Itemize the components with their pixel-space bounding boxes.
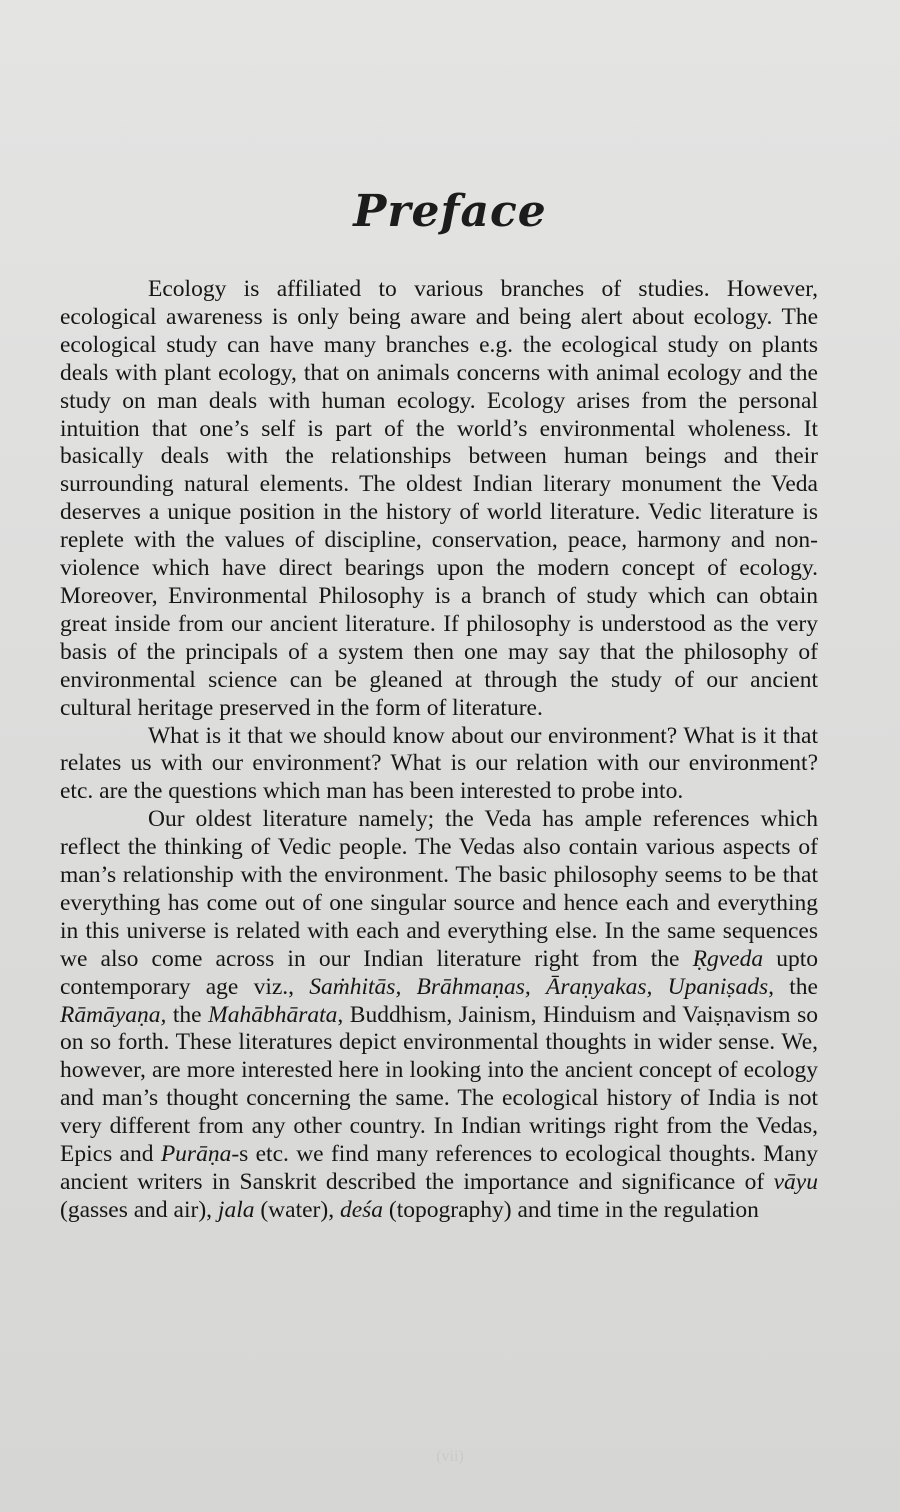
paragraph (60, 276, 818, 723)
paragraph (60, 723, 818, 807)
italic-term: deśa (339, 1196, 384, 1223)
preface-body (60, 276, 818, 1225)
text-segment: the (774, 973, 818, 1000)
text-segment: the (166, 1001, 209, 1028)
page-title: Preface (353, 186, 547, 237)
italic-term: Saṁhitās, Brāhmaṇas, Āraṇyakas, Upaniṣads, (309, 973, 775, 1000)
paragraph (60, 806, 818, 1225)
italic-term: Rāmāyaṇa, (60, 1001, 167, 1028)
page-number: (vii) (436, 1448, 464, 1465)
text-segment: (water), (254, 1196, 340, 1223)
text-segment: upto contemporary age viz., (60, 945, 818, 1000)
text-segment: (topography) and time in the regulation (383, 1196, 759, 1223)
text-segment: -s etc. we find many references to ecological thoughts. Many ancient writers in Sanskrit described the importance and significance of (60, 1141, 819, 1195)
italic-term: Purāṇa (160, 1141, 232, 1168)
text-segment: , Buddhism, Jainism, Hinduism and Vaiṣṇavism so on so forth. These literatures depict environmental thoughts in wider sense. We, however, are more interested here in looking into the ancient concept of ecology and man’s thought concerning the same. The ecological history of India is not very different from any other country. In Indian writings right from the Vedas, Epics and (60, 1001, 818, 1168)
italic-term: Ṛgveda (692, 945, 764, 972)
italic-term: vāyu (773, 1169, 818, 1195)
text-segment: (gasses and air), (60, 1196, 218, 1223)
italic-term: jala (217, 1196, 255, 1223)
text-segment: What is it that we should know about our environment? What is it that relates us with our environment? What is our relation with our environment? etc. are the questions which man has been interested to probe into. (60, 722, 818, 805)
text-segment: Ecology is affiliated to various branches of studies. However, ecological awareness is only being aware and being alert about ecology. The ecological study can have many branches e.g. the ecological study on plants deals with plant ecology, that on animals concerns with animal ecology and the study on man deals with human ecology. Ecology arises from the personal intuition that one’s self is part of the world’s environmental wholeness. It basically deals with the relationships between human beings and their surrounding natural elements. The oldest Indian literary monument the Veda deserves a unique position in the history of world literature. Vedic literature is replete with the values of discipline, conservation, peace, harmony and non-violence which have direct bearings upon the modern concept of ecology. Moreover, Environmental Philosophy is a branch of study which can obtain great inside from our ancient literature. If philosophy is understood as the very basis of the principals of a system then one may say that the philosophy of environmental science can be gleaned at through the study of our ancient cultural heritage preserved in the form of literature. (60, 276, 818, 721)
italic-term: Mahābhārata (208, 1001, 338, 1028)
text-segment: Our oldest literature namely; the Veda has ample references which reflect the thinking of Vedic people. The Vedas also contain various aspects of man’s relationship with the environment. The basic philosophy seems to be that everything has come out of one singular source and hence each and everything in this universe is related with each and everything else. In the same sequences we also come across in our Indian literature right from the (60, 806, 818, 972)
